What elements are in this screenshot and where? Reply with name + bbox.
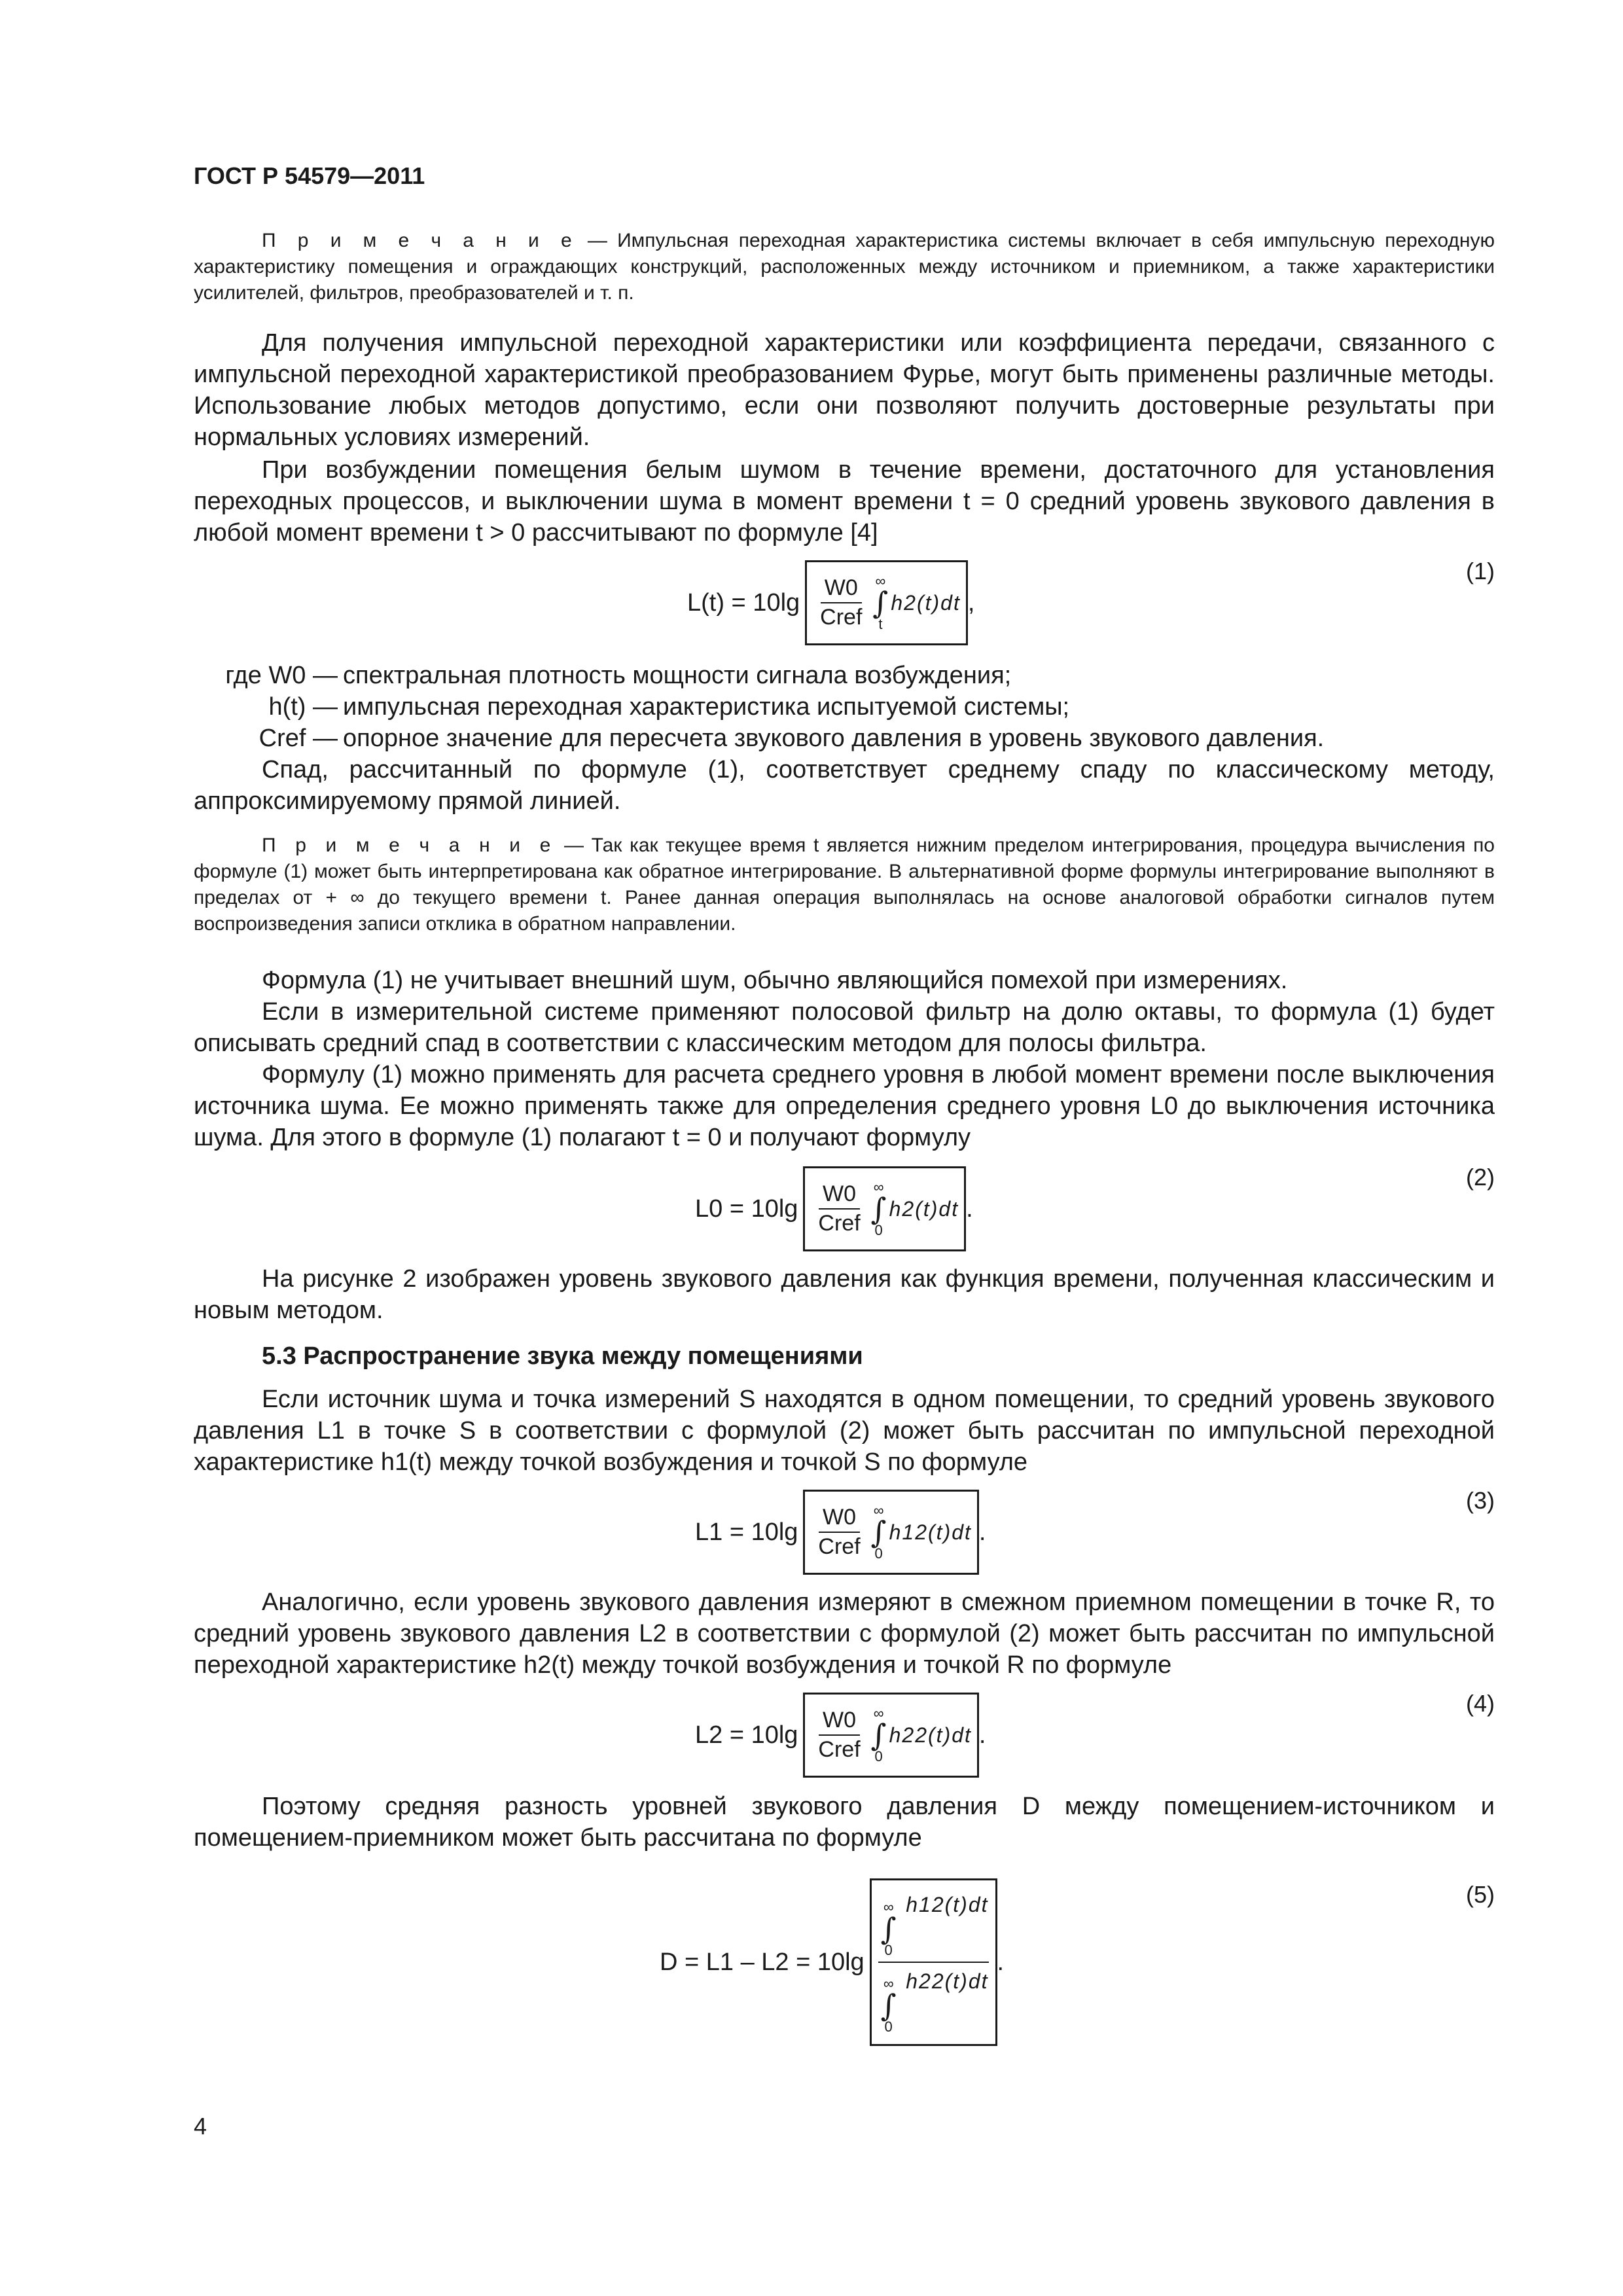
- where-description: импульсная переходная характеристика испытуемой системы;: [343, 693, 1070, 721]
- formula-1-integral: [872, 574, 888, 632]
- integral-sign-icon: ∫: [872, 585, 889, 620]
- paragraph-2: При возбуждении помещения белым шумом в течение времени, достаточного для установления переходных процессов, и выключении шума в момент времени t = 0 средний уровень звукового давления в любой момент времени t > 0 рассчитывают по формуле [4]: [194, 456, 1495, 547]
- formula-3-number: (3): [1466, 1487, 1495, 1514]
- formula-5-bottom-integrand: h22(t)dt: [906, 1969, 989, 1993]
- paragraph-4: Формула (1) не учитывает внешний шум, обычно являющийся помехой при измерениях.: [262, 967, 1288, 994]
- formula-2-bracket: [803, 1166, 966, 1251]
- formula-4-tail: .: [978, 1721, 986, 1749]
- formula-1-lhs: L(t) = 10lg: [687, 588, 800, 617]
- formula-3-upper-limit: ∞: [873, 1502, 884, 1518]
- where-description: опорное значение для пересчета звукового давления в уровень звукового давления.: [343, 725, 1325, 752]
- formula-5-numerator: [878, 1890, 989, 1963]
- paragraph-9: Аналогично, если уровень звукового давления измеряют в смежном приемном помещении в точке R, то средний уровень звукового давления L2 в соответствии с формулой (2) может быть рассчитан по импульсной переходной характеристике h2(t) между точкой возбуждения и точкой R по формуле: [194, 1588, 1495, 1679]
- integral-sign-icon: ∫: [870, 1717, 887, 1753]
- page-number: 4: [194, 2113, 207, 2140]
- where-item: [194, 723, 1495, 754]
- formula-1-lower-limit: t: [878, 616, 883, 632]
- formula-4-fraction: [814, 1708, 864, 1763]
- formula-4-number: (4): [1466, 1690, 1495, 1717]
- formula-4-numerator: W0: [819, 1708, 860, 1736]
- formula-3-lhs: L1 = 10lg: [695, 1518, 798, 1546]
- formula-4-integral: [871, 1706, 887, 1764]
- formula-2-number: (2): [1466, 1164, 1495, 1191]
- formula-2-denominator: Cref: [818, 1211, 861, 1236]
- formula-2-upper-limit: ∞: [873, 1179, 884, 1195]
- formula-4-lower-limit: 0: [874, 1748, 883, 1765]
- where-symbol: [194, 660, 343, 691]
- where-symbol: h(t) —: [268, 693, 338, 721]
- formula-5-bottom-integral: [881, 1977, 897, 2034]
- formula-2-lhs: L0 = 10lg: [695, 1194, 798, 1223]
- formula-5-top-integral: [881, 1900, 897, 1958]
- formula-1-denominator: Cref: [820, 605, 863, 630]
- where-item: [194, 660, 1495, 691]
- note-2-text: — Так как текущее время t является нижним пределом интегрирования, процедура вычисления по формуле (1) может быть интерпретирована как обратное интегрирование. В альтернативной форме формулы интегрирование выполняют в пределах от + ∞ до текущего времени t. Ранее данная операция выполнялась на основе аналоговой обработки сигналов путем воспроизведения записи отклика в обратном направлении.: [194, 834, 1495, 935]
- formula-5-denominator: [878, 1963, 989, 2034]
- formula-4-lhs: L2 = 10lg: [695, 1721, 798, 1749]
- formula-4-denominator: Cref: [818, 1737, 861, 1762]
- formula-3-tail: .: [978, 1518, 986, 1546]
- where-list: [194, 660, 1495, 754]
- formula-5-bracket: [870, 1878, 997, 2046]
- formula-1-tail: ,: [967, 588, 975, 617]
- paragraph-5: Если в измерительной системе применяют полосовой фильтр на долю октавы, то формула (1) будет описывать средний спад в соответствии с классическим методом для полосы фильтра.: [194, 998, 1495, 1057]
- paragraph-10: Поэтому средняя разность уровней звукового давления D между помещением-источником и помещением-приемником может быть рассчитана по формуле: [194, 1793, 1495, 1852]
- integral-sign-icon: ∫: [880, 1988, 897, 2023]
- integral-sign-icon: ∫: [870, 1191, 887, 1227]
- formula-4: [194, 1686, 1495, 1784]
- formula-3: [194, 1483, 1495, 1581]
- where-description: спектральная плотность мощности сигнала возбуждения;: [343, 662, 1012, 689]
- where-prefix: где: [225, 662, 262, 689]
- paragraph-6: Формулу (1) можно применять для расчета среднего уровня в любой момент времени после выключения источника шума. Ее можно применять также для определения среднего уровня L0 до выключения источника шума. Для этого в формуле (1) полагают t = 0 и получают формулу: [194, 1061, 1495, 1151]
- formula-2-tail: .: [966, 1194, 973, 1223]
- note-1: [194, 228, 1495, 306]
- document-header: ГОСТ Р 54579—2011: [194, 162, 425, 189]
- formula-1-fraction: [816, 575, 866, 630]
- formula-5-top-integrand: h12(t)dt: [906, 1893, 989, 1916]
- section-title: Распространение звука между помещениями: [303, 1342, 863, 1370]
- formula-3-fraction: [814, 1505, 864, 1560]
- formula-4-bracket: [803, 1693, 978, 1778]
- formula-3-bracket: [803, 1490, 978, 1575]
- paragraph-7: На рисунке 2 изображен уровень звукового давления как функция времени, полученная классическим и новым методом.: [194, 1265, 1495, 1324]
- formula-1-integrand: h2(t)dt: [891, 590, 961, 615]
- where-symbol: Cref —: [259, 725, 338, 752]
- section-number: 5.3: [262, 1342, 296, 1370]
- paragraph-1: Для получения импульсной переходной характеристики или коэффициента передачи, связанного с импульсной переходной характеристикой преобразованием Фурье, могут быть применены различные методы. Использование любых методов допустимо, если они позволяют получить достоверные результаты при нормальных условиях измерений.: [194, 329, 1495, 451]
- note-2-label: П р и м е ч а н и е: [262, 834, 557, 856]
- formula-3-integrand: h12(t)dt: [889, 1520, 972, 1544]
- formula-2: [194, 1160, 1495, 1258]
- formula-2-fraction: [814, 1181, 864, 1236]
- formula-5-top-upper-limit: ∞: [883, 1899, 894, 1915]
- formula-4-integrand: h22(t)dt: [889, 1723, 972, 1747]
- formula-5-top-lower-limit: 0: [884, 1942, 893, 1958]
- integral-sign-icon: ∫: [880, 1911, 897, 1946]
- formula-1-upper-limit: ∞: [875, 573, 886, 589]
- formula-3-integral: [871, 1503, 887, 1561]
- formula-3-denominator: Cref: [818, 1534, 861, 1559]
- formula-2-integral: [871, 1180, 887, 1238]
- note-2: [194, 833, 1495, 937]
- formula-2-numerator: W0: [819, 1181, 860, 1210]
- formula-1-numerator: W0: [821, 575, 862, 603]
- formula-3-numerator: W0: [819, 1505, 860, 1533]
- formula-3-lower-limit: 0: [874, 1545, 883, 1562]
- formula-4-upper-limit: ∞: [873, 1705, 884, 1721]
- formula-5-fraction: [878, 1890, 989, 2034]
- formula-5: [194, 1877, 1495, 2047]
- where-item: [194, 691, 1495, 723]
- paragraph-8: Если источник шума и точка измерений S находятся в одном помещении, то средний уровень звукового давления L1 в точке S в соответствии с формулой (2) может быть рассчитан по импульсной переходной характеристике h1(t) между точкой возбуждения и точкой S по формуле: [194, 1386, 1495, 1476]
- note-1-label: П р и м е ч а н и е: [262, 230, 578, 251]
- formula-5-bottom-upper-limit: ∞: [883, 1975, 894, 1992]
- formula-1-bracket: [805, 560, 968, 645]
- formula-2-integrand: h2(t)dt: [889, 1196, 959, 1221]
- paragraph-3: Спад, рассчитанный по формуле (1), соответствует среднему спаду по классическому методу, аппроксимируемому прямой линией.: [194, 756, 1495, 815]
- formula-5-bottom-lower-limit: 0: [884, 2018, 893, 2035]
- integral-sign-icon: ∫: [870, 1515, 887, 1550]
- formula-5-tail: .: [997, 1948, 1005, 1976]
- formula-5-number: (5): [1466, 1881, 1495, 1908]
- formula-5-lhs: D = L1 – L2 = 10lg: [660, 1948, 865, 1976]
- formula-1-number: (1): [1466, 558, 1495, 584]
- section-heading: [194, 1340, 1495, 1372]
- where-symbol-text: W0 —: [268, 662, 338, 689]
- note-1-text: — Импульсная переходная характеристика системы включает в себя импульсную переходную характеристику помещения и ограждающих конструкций, расположенных между источником и приемником, а также характеристики усилителей, фильтров, преобразователей и т. п.: [194, 230, 1495, 304]
- formula-2-lower-limit: 0: [874, 1222, 883, 1238]
- formula-1: [194, 554, 1495, 652]
